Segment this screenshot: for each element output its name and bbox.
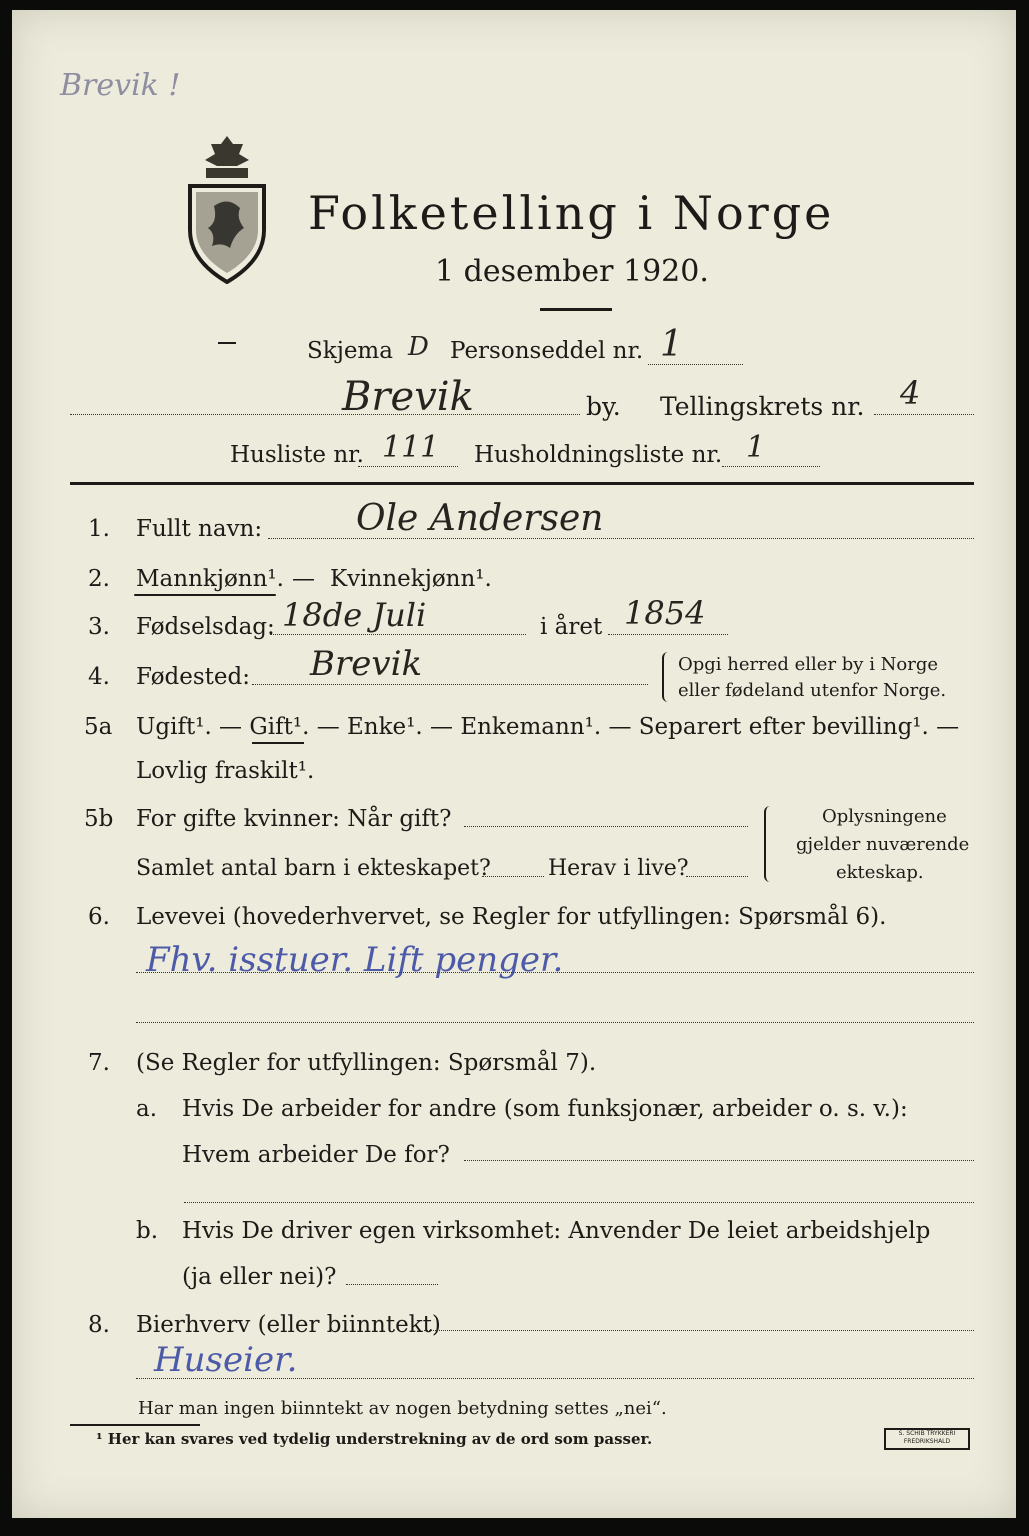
q5b-note2: gjelder nuværende [796, 834, 970, 855]
header-rule [70, 482, 974, 485]
q5b-note1: Oplysningene [822, 806, 947, 827]
q4-note-line2: eller fødeland utenfor Norge. [678, 680, 947, 701]
q7b-line [346, 1284, 438, 1285]
q8-number: 8. [88, 1312, 110, 1338]
q3-label: Fødselsdag: [136, 614, 275, 640]
q5b-alive-line [686, 876, 748, 877]
q3-year-value: 1854 [624, 594, 706, 632]
q7b-line2: (ja eller nei)? [182, 1264, 337, 1290]
husholdning-value: 1 [746, 430, 766, 465]
husliste-label: Husliste nr. [230, 442, 364, 468]
q4-value: Brevik [310, 644, 423, 684]
pencil-note: Brevik ! [60, 68, 181, 103]
q2-sep: — [292, 566, 315, 592]
census-form [12, 10, 1016, 1518]
q3-year-label: i året [540, 614, 603, 640]
by-value: Brevik [342, 374, 474, 420]
title-divider [540, 308, 612, 311]
q1-line [268, 538, 974, 539]
q8-note: Har man ingen biinntekt av nogen betydning settes „nei“. [138, 1398, 667, 1419]
husholdning-label: Husholdningsliste nr. [474, 442, 723, 468]
q8-line2 [136, 1378, 974, 1379]
q6-line1 [136, 972, 974, 973]
q2-female: Kvinnekjønn¹. [330, 566, 492, 592]
q5b-children-line [482, 876, 544, 877]
q7-number: 7. [88, 1050, 110, 1076]
q8-label: Bierhverv (eller biinntekt) [136, 1312, 441, 1338]
by-line [70, 414, 580, 415]
q2-male-underline [134, 594, 276, 596]
skjema-label: Skjema [307, 338, 393, 364]
q4-note-line1: Opgi herred eller by i Norge [678, 654, 939, 675]
q1-number: 1. [88, 516, 110, 542]
personseddel-label: Personseddel nr. [450, 338, 644, 364]
personseddel-line [648, 364, 743, 365]
q5b-note3: ekteskap. [836, 862, 924, 883]
q4-label: Fødested: [136, 664, 251, 690]
q3-year-line [608, 634, 728, 635]
footnote-rule [70, 1424, 200, 1426]
by-label: by. [586, 392, 621, 421]
q4-number: 4. [88, 664, 110, 690]
q7b-letter: b. [136, 1218, 159, 1244]
q5b-children-label: Samlet antal barn i ekteskapet? [136, 856, 491, 881]
form-title: Folketelling i Norge [308, 186, 835, 240]
q5b-line1: For gifte kvinner: Når gift? [136, 806, 452, 832]
q6-number: 6. [88, 904, 110, 930]
q5b-when-line [464, 826, 748, 827]
q7a-line [464, 1160, 974, 1161]
census-date: 1 desember 1920. [435, 254, 709, 289]
printer-stamp [884, 1428, 970, 1450]
footnote-text: ¹ Her kan svares ved tydelig understrekning av de ord som passer. [96, 1430, 653, 1448]
q3-value: 18de Juli [282, 596, 427, 634]
q5a-gift-underline [252, 742, 304, 744]
q5b-number: 5b [84, 806, 114, 832]
q1-label: Fullt navn: [136, 516, 263, 542]
tellingskrets-line [874, 414, 974, 415]
husholdning-line [722, 466, 820, 467]
husliste-line [358, 466, 458, 467]
q7a-line-extra [184, 1202, 974, 1203]
q6-value: Fhv. isstuer. Lift penger. [146, 940, 564, 980]
q2-number: 2. [88, 566, 110, 592]
q7-label: (Se Regler for utfyllingen: Spørsmål 7). [136, 1050, 597, 1076]
husliste-value: 111 [382, 430, 440, 465]
q5a-number: 5a [84, 714, 113, 740]
skjema-value: D [408, 332, 429, 362]
personseddel-value: 1 [660, 324, 683, 365]
q5a-options: Ugift¹. — Gift¹. — Enke¹. — Enkemann¹. — Separert efter bevilling¹. — [136, 714, 960, 740]
q7b-line1: Hvis De driver egen virksomhet: Anvender De leiet arbeidshjelp [182, 1218, 931, 1244]
q5b-brace [764, 806, 774, 882]
tellingskrets-label: Tellingskrets nr. [660, 392, 865, 421]
dash-mark [218, 342, 236, 344]
q3-line [270, 634, 526, 635]
q4-brace [662, 652, 672, 702]
q6-line2 [136, 1022, 974, 1023]
q4-line [252, 684, 648, 685]
q3-number: 3. [88, 614, 110, 640]
q8-value: Huseier. [154, 1340, 298, 1380]
coat-of-arms-icon [184, 134, 270, 288]
tellingskrets-value: 4 [900, 374, 921, 412]
q8-line1 [424, 1330, 974, 1331]
printer-stamp-text: S. SCHIB TRYKKERI FREDRIKSHALD [898, 1430, 956, 1445]
q1-value: Ole Andersen [356, 498, 604, 539]
q7a-letter: a. [136, 1096, 158, 1122]
q6-label: Levevei (hovederhvervet, se Regler for utfyllingen: Spørsmål 6). [136, 904, 887, 930]
q2-male: Mannkjønn¹. [136, 566, 284, 592]
q5b-alive-label: Herav i live? [548, 856, 689, 881]
q7a-line2: Hvem arbeider De for? [182, 1142, 450, 1168]
q7a-line1: Hvis De arbeider for andre (som funksjonær, arbeider o. s. v.): [182, 1096, 908, 1122]
q5a-line2: Lovlig fraskilt¹. [136, 758, 315, 784]
